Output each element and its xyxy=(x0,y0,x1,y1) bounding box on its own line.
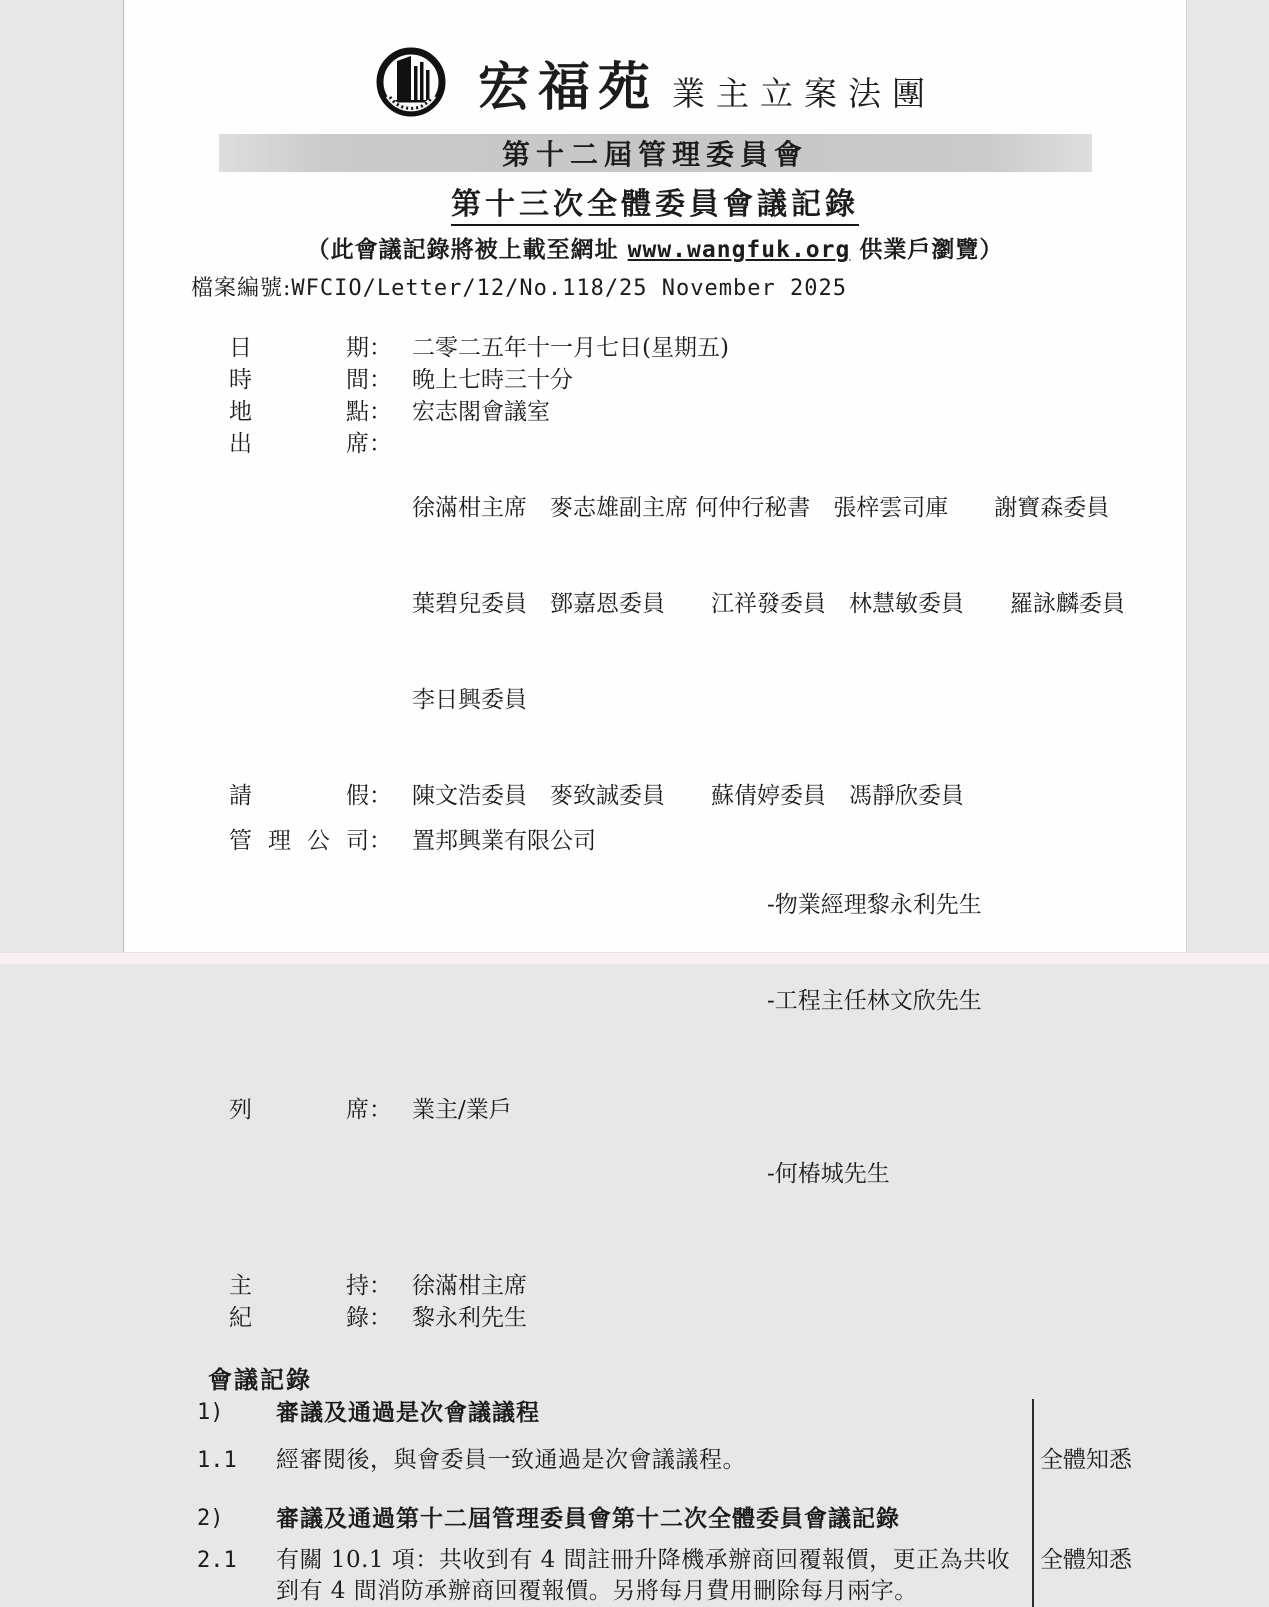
chair-value: 徐滿柑主席 xyxy=(412,1273,527,1299)
upload-note xyxy=(124,231,1186,264)
resolution-cell xyxy=(1026,1397,1186,1428)
minute-item-2-1 xyxy=(124,1545,1186,1607)
venue-value: 宏志閣會議室 xyxy=(412,399,550,425)
banner-title: 第十二屆管理委員會 xyxy=(501,138,808,171)
info-row-attendance xyxy=(229,428,1186,780)
representative-line: -物業經理黎永利先生 xyxy=(767,892,982,918)
spacer xyxy=(229,1081,1186,1094)
colon: ： xyxy=(369,335,392,361)
minutes-heading: 會議記錄 xyxy=(208,1365,312,1394)
colon: ： xyxy=(369,431,392,457)
colon: ： xyxy=(369,828,392,854)
resolution-cell xyxy=(1026,1503,1186,1534)
document-header xyxy=(124,0,1186,120)
scanned-document-page xyxy=(123,0,1187,1604)
item-title: 審議及通過第十二屆管理委員會第十二次全體委員會議記錄 xyxy=(276,1505,900,1532)
file-ref-value: WFCIO/Letter/12/No.118/25 November 2025 xyxy=(291,276,847,301)
org-name: 宏福苑 xyxy=(477,56,658,118)
minute-item-1-1 xyxy=(124,1445,1186,1476)
recorder-value: 黎永利先生 xyxy=(412,1305,527,1331)
recorder-label: 紀錄 xyxy=(229,1305,369,1331)
attendance-line: 李日興委員 xyxy=(412,687,527,713)
owners-corporation-logo-icon xyxy=(374,44,448,120)
colon: ： xyxy=(369,783,392,809)
attendance-names xyxy=(412,428,1125,780)
info-row-venue xyxy=(229,396,1186,428)
leave-value: 陳文浩委員 麥致誠委員 蘇倩婷委員 馮靜欣委員 xyxy=(412,783,964,809)
colon: ： xyxy=(369,367,392,393)
website-url-text: www.wangfuk.org xyxy=(627,237,851,263)
file-ref-label: 檔案編號: xyxy=(191,276,292,301)
note-suffix: 供業戶瀏覽） xyxy=(850,236,1004,263)
management-label: 管理公司 xyxy=(229,828,369,854)
file-reference xyxy=(191,271,1186,302)
note-prefix: （此會議記錄將被上載至網址 xyxy=(306,236,628,263)
minute-item-2 xyxy=(124,1503,1186,1534)
item-title: 審議及通過是次會議議程 xyxy=(276,1399,540,1426)
info-row-leave xyxy=(229,780,1186,812)
attendance-line: 葉碧兒委員 鄧嘉恩委員 江祥發委員 林慧敏委員 羅詠麟委員 xyxy=(412,591,1125,617)
attendance-line: 徐滿柑主席 麥志雄副主席 何仲行秘書 張梓雲司庫 謝寶森委員 xyxy=(412,495,1110,521)
minutes-table xyxy=(124,1397,1186,1607)
info-row-chair xyxy=(229,1270,1186,1302)
resolution-text: 全體知悉 xyxy=(1040,1547,1132,1573)
meeting-info xyxy=(229,332,1186,1334)
time-label: 時間 xyxy=(229,367,369,393)
org-suffix: 業主立案法團 xyxy=(672,73,936,113)
venue-label: 地點 xyxy=(229,399,369,425)
observer-representatives xyxy=(767,1094,890,1254)
spacer xyxy=(229,1254,1186,1270)
meeting-title: 第十三次全體委員會議記錄 xyxy=(451,179,859,226)
observers-label: 列席 xyxy=(229,1097,369,1123)
management-company: 置邦興業有限公司 xyxy=(412,828,596,854)
info-row-date xyxy=(229,332,1186,364)
item-text: 有關 10.1 項：共收到有 4 間註冊升降機承辦商回覆報價，更正為共收到有 4 間消防承辦商回覆報價。另將每月費用刪除每月兩字。 xyxy=(276,1547,1011,1604)
leave-label: 請假 xyxy=(229,783,369,809)
resolution-column-divider xyxy=(1032,1399,1034,1607)
colon: ： xyxy=(369,1273,392,1299)
meeting-title-wrap xyxy=(124,179,1186,226)
minute-item-1 xyxy=(124,1397,1186,1428)
spacer xyxy=(229,812,1186,825)
info-row-observers xyxy=(229,1094,1186,1254)
chair-label: 主持 xyxy=(229,1273,369,1299)
date-label: 日期 xyxy=(229,335,369,361)
organization-title xyxy=(478,45,936,120)
date-value: 二零二五年十一月七日(星期五) xyxy=(412,335,729,361)
resolution-text: 全體知悉 xyxy=(1040,1447,1132,1473)
item-number: 2) xyxy=(197,1506,224,1531)
bottom-edge-bar xyxy=(0,952,1269,964)
representative-line: -何椿城先生 xyxy=(767,1161,890,1187)
committee-banner xyxy=(219,134,1092,172)
item-text: 經審閱後，與會委員一致通過是次會議議程。 xyxy=(276,1447,746,1473)
info-row-time xyxy=(229,364,1186,396)
representative-line: -工程主任林文欣先生 xyxy=(767,988,982,1014)
item-number: 1.1 xyxy=(197,1448,237,1473)
colon: ： xyxy=(369,399,392,425)
time-value: 晚上七時三十分 xyxy=(412,367,573,393)
colon: ： xyxy=(369,1305,392,1331)
info-row-recorder xyxy=(229,1302,1186,1334)
item-number: 2.1 xyxy=(197,1548,237,1573)
colon: ： xyxy=(369,1097,392,1123)
item-number: 1) xyxy=(197,1400,224,1425)
observers-value: 業主/業戶 xyxy=(412,1097,512,1123)
attendance-label: 出席 xyxy=(229,431,369,457)
